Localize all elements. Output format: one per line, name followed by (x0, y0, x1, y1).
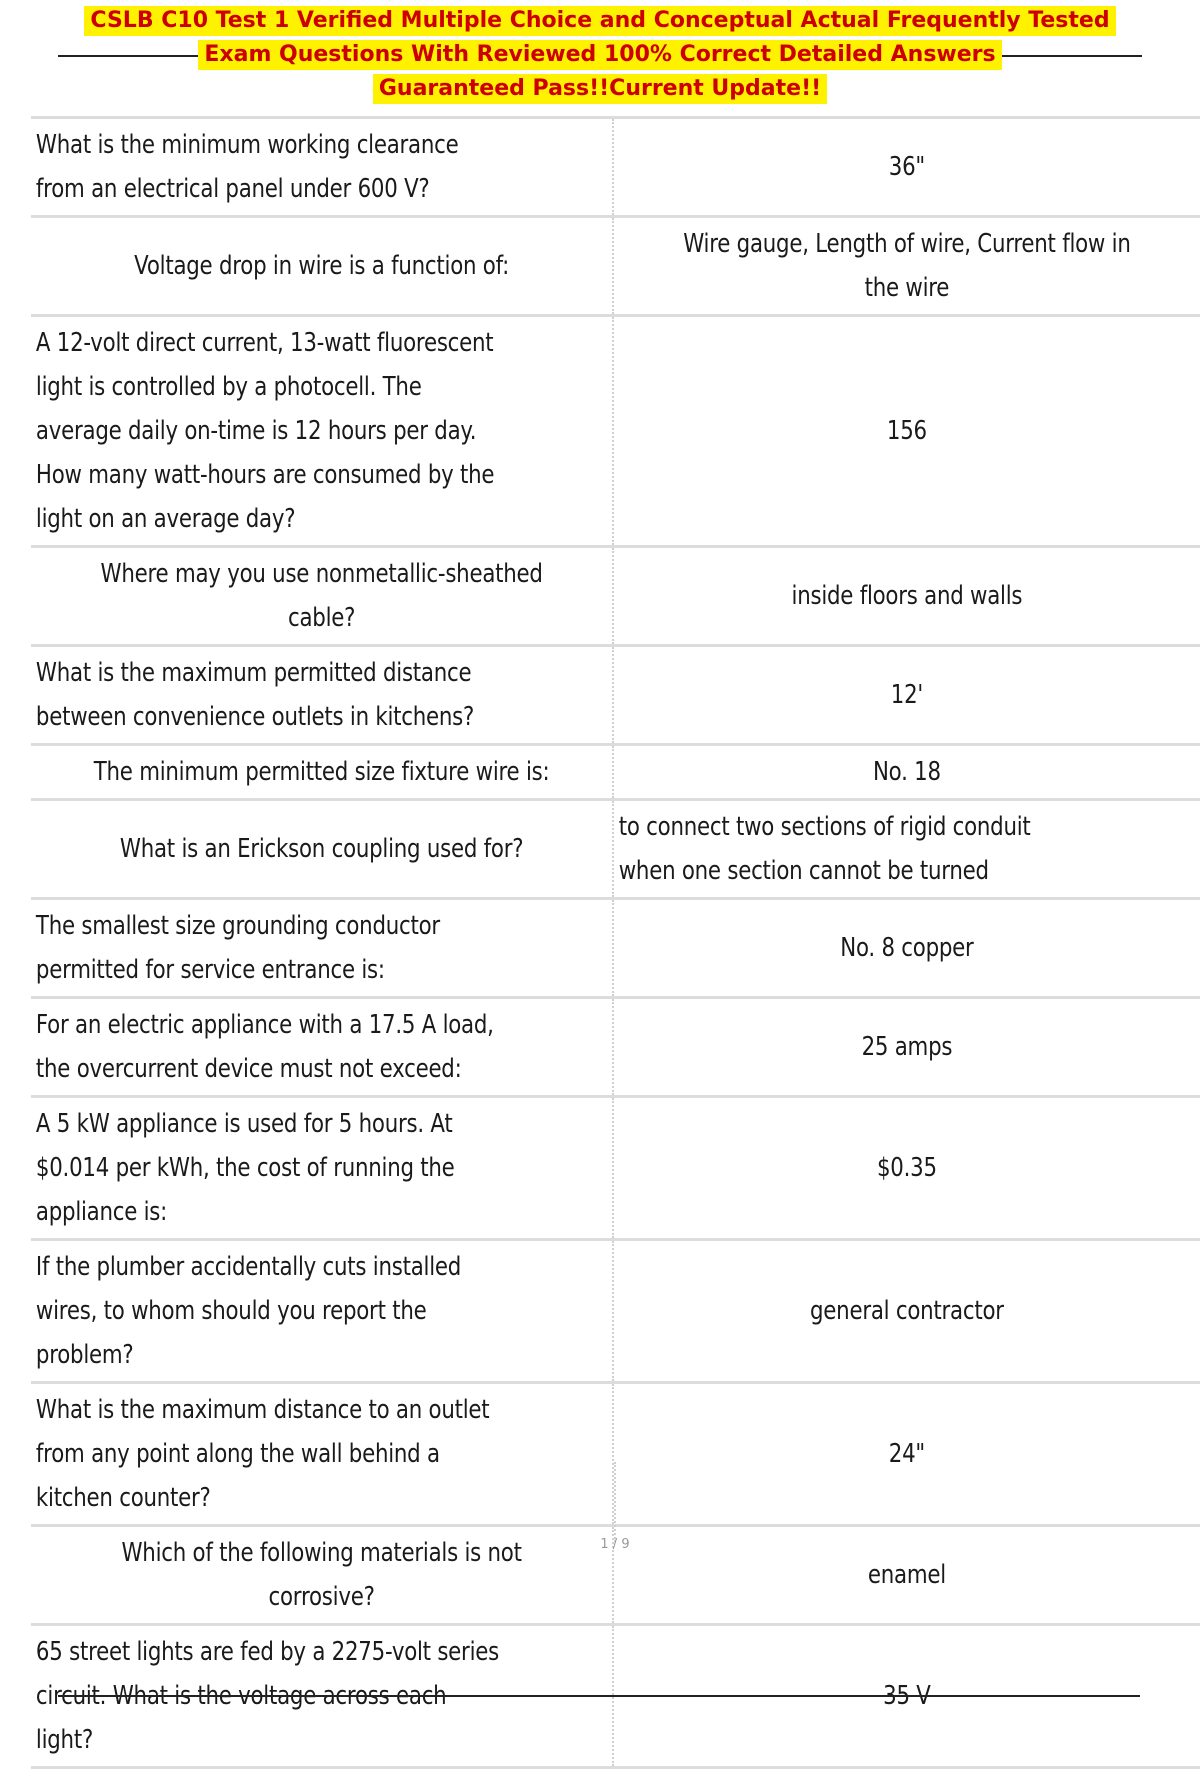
answer-cell (666, 646, 1147, 745)
table-row (31, 217, 1200, 316)
answer-text: enamel (867, 1560, 946, 1590)
title-line-1 (0, 4, 1200, 38)
table-row (31, 316, 1200, 547)
answer-cell (666, 316, 1147, 547)
answer-text: general contractor (810, 1296, 1004, 1326)
title-text-1: CSLB C10 Test 1 Verified Multiple Choice and Conceptual Actual Frequently Tested (84, 6, 1115, 36)
question-text: 65 street lights are fed by a 2275-volt series circuit. What is the voltage across each light? (35, 1637, 499, 1755)
table-row (31, 998, 1200, 1097)
answer-text: Wire gauge, Length of wire, Current flow in the wire (683, 229, 1131, 303)
question-cell (31, 1097, 508, 1240)
answer-cell (666, 745, 1147, 800)
question-text: For an electric appliance with a 17.5 A load, the overcurrent device must not exceed: (35, 1010, 494, 1084)
question-cell (83, 745, 560, 800)
answer-cell (666, 1383, 1147, 1526)
answer-text: 156 (886, 416, 927, 446)
question-cell (31, 998, 508, 1097)
answer-cell (613, 800, 1094, 899)
answer-text: inside floors and walls (791, 581, 1023, 611)
question-text: A 5 kW appliance is used for 5 hours. At $0.014 per kWh, the cost of running the appliance is: (35, 1109, 455, 1227)
answer-text: No. 8 copper (840, 933, 974, 963)
answer-cell (666, 998, 1147, 1097)
column-divider-tail (614, 1462, 616, 1542)
question-cell (31, 118, 508, 217)
answer-text: 36" (888, 152, 926, 182)
question-text: Voltage drop in wire is a function of: (134, 251, 510, 281)
question-text: Which of the following materials is not corrosive? (121, 1538, 522, 1612)
answer-cell (666, 547, 1147, 646)
answer-cell (666, 1097, 1147, 1240)
title-text-2: Exam Questions With Reviewed 100% Correct Detailed Answers (198, 40, 1001, 70)
answer-text: 35 V (883, 1681, 931, 1711)
table-row (31, 1097, 1200, 1240)
question-cell (31, 316, 508, 547)
answer-text: $0.35 (877, 1153, 937, 1183)
table-row (31, 118, 1200, 217)
answer-text: to connect two sections of rigid conduit when one section cannot be turned (618, 812, 1031, 886)
question-text: If the plumber accidentally cuts installed wires, to whom should you report the problem? (35, 1252, 462, 1370)
question-text: Where may you use nonmetallic-sheathed cable? (100, 559, 543, 633)
question-cell (83, 800, 560, 899)
document-title (0, 4, 1200, 106)
question-text: The smallest size grounding conductor permitted for service entrance is: (35, 911, 440, 985)
question-text: A 12-volt direct current, 13-watt fluorescent light is controlled by a photocell. The average daily on-time is 12 hours per day. How many watt-hours are consumed by the light on an average day? (35, 328, 495, 534)
answer-text: 25 amps (861, 1032, 953, 1062)
question-text: What is an Erickson coupling used for? (119, 834, 524, 864)
question-cell (31, 1383, 508, 1526)
question-text: What is the maximum permitted distance between convenience outlets in kitchens? (35, 658, 475, 732)
answer-cell (666, 899, 1147, 998)
question-text: What is the minimum working clearance from an electrical panel under 600 V? (35, 130, 459, 204)
question-cell (31, 899, 508, 998)
question-cell (31, 646, 508, 745)
title-line-2 (0, 38, 1200, 72)
title-text-3: Guaranteed Pass!!Current Update!! (373, 74, 827, 104)
table-row (31, 646, 1200, 745)
answer-text: 24" (888, 1439, 926, 1469)
question-cell (83, 547, 560, 646)
answer-text: 12' (890, 680, 924, 710)
question-text: The minimum permitted size fixture wire is: (93, 757, 550, 787)
answer-cell (666, 217, 1147, 316)
answer-text: No. 18 (873, 757, 941, 787)
footer-rule (58, 1695, 1140, 1697)
answer-cell (666, 1240, 1147, 1383)
question-cell (83, 217, 560, 316)
title-line-3 (0, 72, 1200, 106)
question-cell (31, 1240, 508, 1383)
table-row (31, 800, 1200, 899)
table-row (31, 745, 1200, 800)
page-number: 1 / 9 (600, 1537, 630, 1552)
answer-cell (666, 118, 1147, 217)
table-row (31, 899, 1200, 998)
table-row (31, 547, 1200, 646)
table-row (31, 1240, 1200, 1383)
question-text: What is the maximum distance to an outlet from any point along the wall behind a kitchen counter? (35, 1395, 490, 1513)
